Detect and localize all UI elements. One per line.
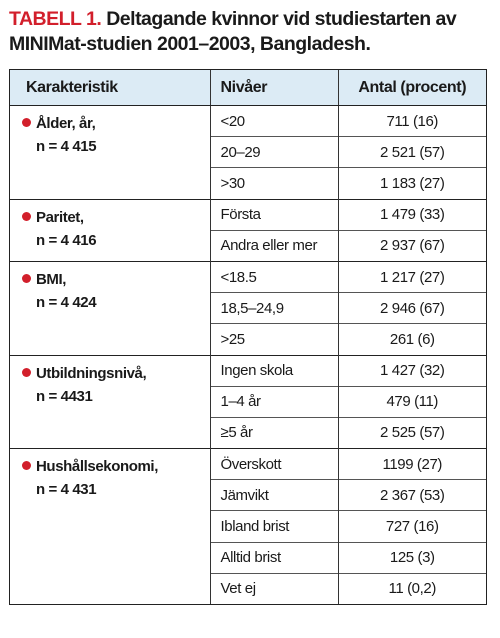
value-cell: 479 (11) [338, 386, 486, 417]
group-cell [10, 449, 210, 604]
bullet-icon [22, 212, 31, 221]
level-cell: <20 [210, 106, 338, 137]
value-cell: 727 (16) [338, 511, 486, 542]
table-label: TABELL 1. [9, 8, 102, 30]
table-row [10, 355, 486, 386]
group-name: Ålder, år, [36, 115, 96, 132]
value-cell: 1 217 (27) [338, 261, 486, 292]
group-n: n = 4 431 [36, 481, 97, 499]
value-cell: 2 937 (67) [338, 230, 486, 261]
group-n: n = 4 415 [36, 138, 97, 155]
bullet-icon [22, 118, 31, 127]
header-row [10, 70, 486, 106]
level-cell: Andra eller mer [210, 230, 338, 261]
value-cell: 1 427 (32) [338, 355, 486, 386]
level-cell: >30 [210, 168, 338, 199]
data-table [10, 70, 486, 604]
level-cell: 20–29 [210, 137, 338, 168]
bullet-icon [22, 461, 31, 470]
bullet-icon [22, 274, 31, 283]
value-cell: 711 (16) [338, 106, 486, 137]
group-cell [10, 261, 210, 355]
level-cell: Ibland brist [210, 511, 338, 542]
level-cell: ≥5 år [210, 417, 338, 448]
table-title [9, 7, 493, 57]
bullet-icon [22, 368, 31, 377]
group-name: BMI, [36, 270, 67, 288]
group-name: Paritet, [36, 208, 84, 226]
value-cell: 1 183 (27) [338, 168, 486, 199]
header-nivaer: Nivåer [210, 70, 338, 106]
value-cell: 125 (3) [338, 542, 486, 573]
table-row [10, 449, 486, 480]
group-n: n = 4431 [36, 387, 93, 405]
level-cell: Jämvikt [210, 480, 338, 511]
table-body [10, 106, 486, 605]
level-cell: Första [210, 199, 338, 230]
value-cell: 2 946 (67) [338, 293, 486, 324]
level-cell: Alltid brist [210, 542, 338, 573]
header-antal: Antal (procent) [338, 70, 486, 106]
header-karakteristik: Karakteristik [10, 70, 210, 106]
data-table-frame [9, 69, 487, 605]
value-cell: 2 367 (53) [338, 480, 486, 511]
level-cell: >25 [210, 324, 338, 355]
value-cell: 2 521 (57) [338, 137, 486, 168]
table-caption: Deltagande kvinnor vid studiestarten av MINIMat-studien 2001–2003, Bangladesh. [9, 8, 457, 55]
value-cell: 11 (0,2) [338, 573, 486, 604]
table-row [10, 106, 486, 137]
value-cell: 261 (6) [338, 324, 486, 355]
value-cell: 2 525 (57) [338, 417, 486, 448]
group-n: n = 4 424 [36, 293, 97, 311]
level-cell: Överskott [210, 449, 338, 480]
level-cell: 18,5–24,9 [210, 293, 338, 324]
group-cell [10, 199, 210, 261]
level-cell: Vet ej [210, 573, 338, 604]
group-cell [10, 106, 210, 200]
group-name: Utbildningsnivå, [36, 364, 147, 382]
value-cell: 1199 (27) [338, 449, 486, 480]
group-name: Hushållsekonomi, [36, 458, 158, 476]
level-cell: <18.5 [210, 261, 338, 292]
level-cell: 1–4 år [210, 386, 338, 417]
value-cell: 1 479 (33) [338, 199, 486, 230]
group-n: n = 4 416 [36, 231, 97, 249]
table-row [10, 199, 486, 230]
level-cell: Ingen skola [210, 355, 338, 386]
table-row [10, 261, 486, 292]
group-cell [10, 355, 210, 449]
